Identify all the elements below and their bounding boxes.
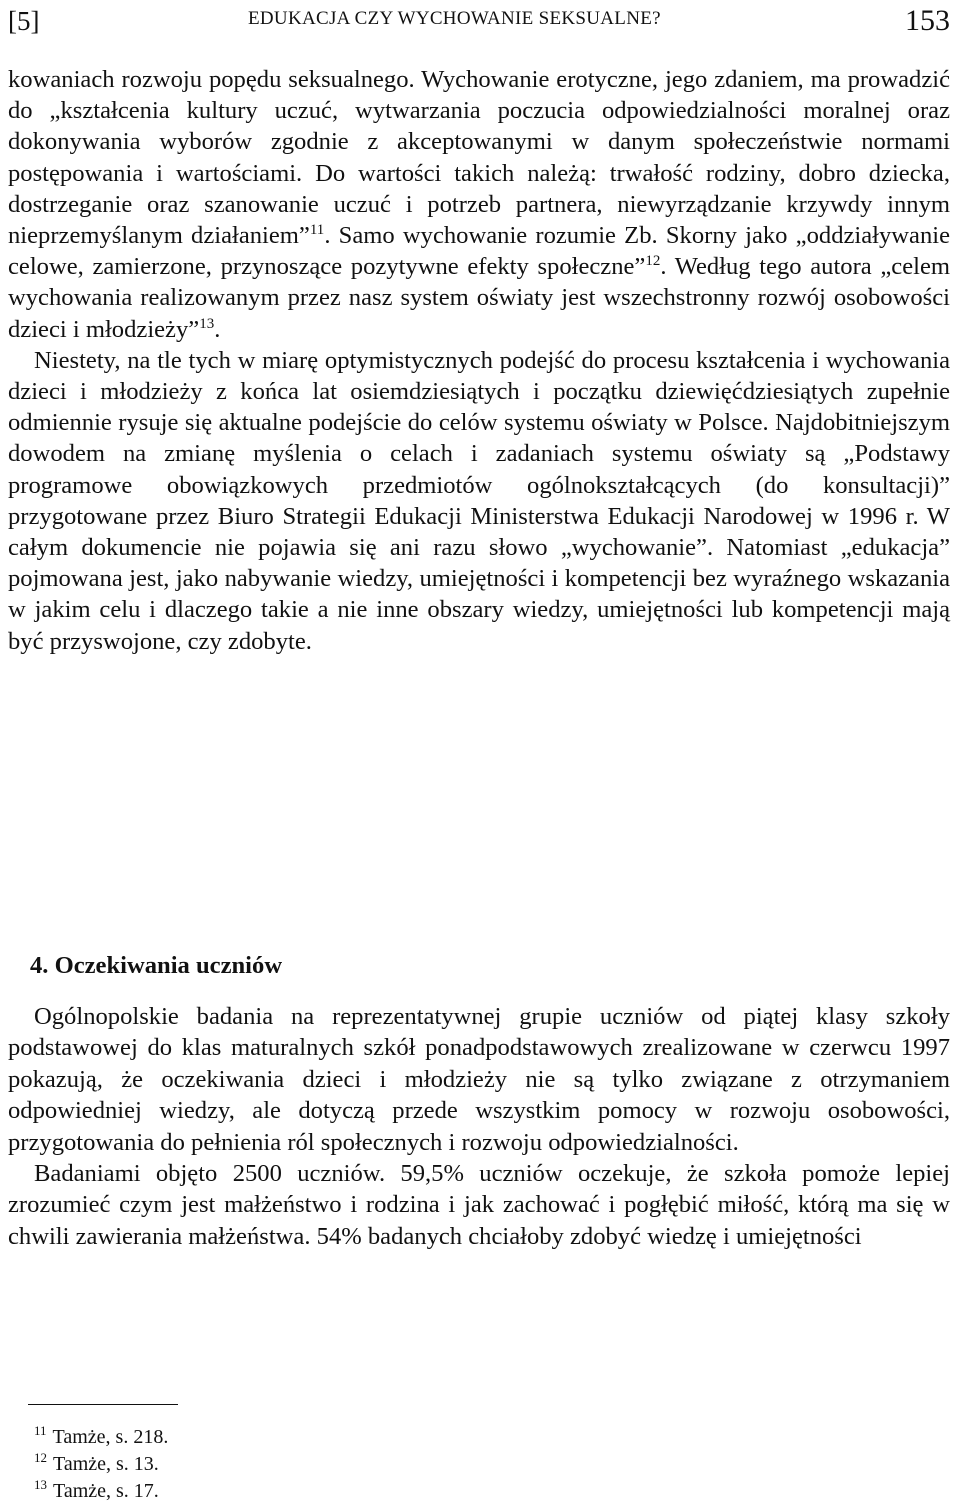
footnotes (34, 1424, 168, 1505)
footnote (34, 1451, 168, 1478)
footnote-number: 12 (34, 1450, 47, 1466)
page-number: 153 (905, 4, 950, 37)
footnote-text: Tamże, s. 13. (53, 1453, 159, 1475)
paragraph: Ogólnopolskie badania na reprezentatywnej grupie uczniów od piątej klasy szkoły podstawowej do klas maturalnych szkół ponadpodstawowych zrealizowane w czerwcu 1997 pokazują, że oczekiwania dzieci i młodzieży nie są tylko związane z otrzymaniem odpowiedniej wiedzy, ale dotyczą przede wszystkim pomocy w rozwoju osobowości, przygotowania do pełnienia ról społecznych i rozwoju odpowiedzialności. (8, 1003, 950, 1156)
paragraph: Niestety, na tle tych w miarę optymistycznych podejść do procesu kształcenia i wychowania dzieci i młodzieży z końca lat osiemdziesiątych i początku dziewięćdziesiątych zupełnie odmiennie rysuje się aktualne podejście do celów systemu oświaty w Polsce. Najdobitniejszym dowodem na zmianę myślenia o celach i zadaniach systemu oświaty są „Podstawy programowe obowiązkowych przedmiotów ogólnokształcących (do konsultacji)” przygotowane przez Biuro Strategii Edukacji Ministerstwa Edukacji Narodowej w 1996 r. W całym dokumencie nie pojawia się ani razu słowo „wychowanie”. Natomiast „edukacja” pojmowana jest, jako nabywanie wiedzy, umiejętności i kompetencji bez wyraźnego wskazania w jakim celu i dlaczego takie a nie inne obszary wiedzy, umiejętności lub kompetencji mają być przyswojone, czy zdobyte. (8, 346, 950, 655)
footnote-ref-12: 12 (645, 253, 661, 270)
footnote (34, 1478, 168, 1505)
chapter-number: [5] (8, 6, 40, 36)
paragraph-text: . Samo wychowanie rozumie Zb. Skorny jako „oddziaływanie celowe, zamierzone, przynoszące pozytywne efekty społeczne” (8, 222, 951, 281)
footnote (34, 1424, 168, 1451)
running-title: EDUKACJA CZY WYCHOWANIE SEKSUALNE? (248, 8, 661, 29)
footnote-text: Tamże, s. 17. (53, 1480, 159, 1502)
footnote-number: 13 (34, 1477, 47, 1493)
paragraph-text: . Według tego autora „celem wychowania realizowanym przez nasz system oświaty jest wszechstronny rozwój osobowości dzieci i młodzieży” (8, 253, 950, 343)
paragraph-continued (8, 64, 950, 345)
paragraph-text: kowaniach rozwoju popędu seksualnego. Wychowanie erotyczne, jego zdaniem, ma prowadzić do „kształcenia kultury uczuć, wytwarzania poczucia odpowiedzialności moralnej oraz dokonywania wyborów zgodnie z akceptowanymi w danym społeczeństwie normami postępowania i wartościami. Do wartości takich należą: trwałość rodziny, dobro dziecka, dostrzeganie oraz szanowanie uczuć i potrzeb partnera, niewyrządzanie krzywdy innym nieprzemyślanym działaniem” (8, 66, 950, 250)
section-text (8, 1001, 950, 1252)
footnote-ref-11: 11 (309, 221, 325, 238)
paragraph-text: . (214, 315, 221, 343)
paragraph: Badaniami objęto 2500 uczniów. 59,5% uczniów oczekuje, że szkoła pomoże lepiej zrozumieć czym jest małżeństwo i rodzina i jak zachować i pogłębić miłość, którą ma się w chwili zawierania małżeństwa. 54% badanych chciałoby zdobyć wiedzę i umiejętności (8, 1160, 950, 1250)
footnote-number: 11 (34, 1423, 47, 1439)
running-head (8, 4, 950, 44)
footnote-text: Tamże, s. 218. (52, 1426, 169, 1448)
footnote-divider (28, 1404, 178, 1405)
footnote-ref-13: 13 (199, 315, 215, 332)
section-heading: 4. Oczekiwania uczniów (30, 952, 283, 979)
main-text (8, 64, 950, 657)
